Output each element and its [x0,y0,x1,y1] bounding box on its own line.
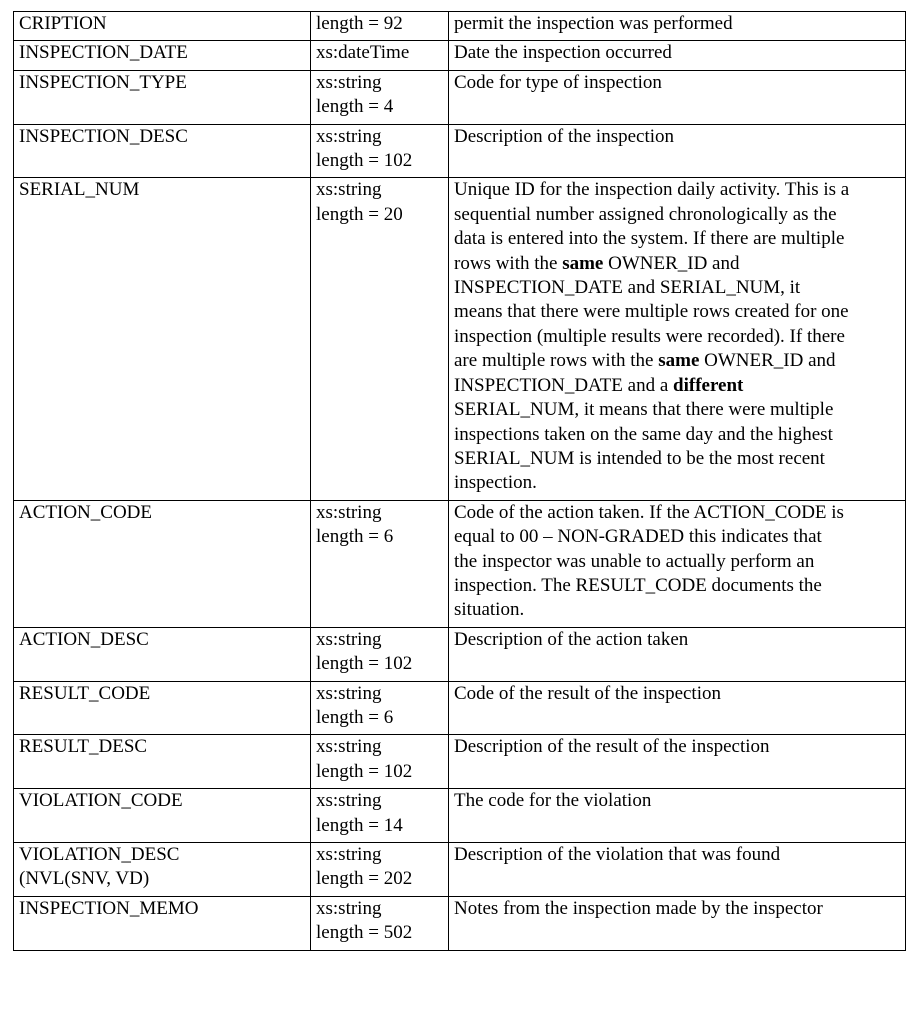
field-name-line: ACTION_DESC [19,628,149,650]
field-spec-table-body [14,12,906,951]
field-description-line: Code of the action taken. If the ACTION_CODE is [454,501,844,523]
field-type-cell [311,843,449,897]
field-type-line: xs:string [316,682,382,704]
field-type-line: length = 102 [316,653,413,675]
table-row [14,896,906,950]
field-type-line: xs:string [316,501,382,523]
field-description-line: Description of the inspection [454,125,675,147]
field-name-cell [14,789,311,843]
table-row [14,12,906,41]
field-name-cell [14,843,311,897]
table-row [14,735,906,789]
field-name-cell [14,41,311,70]
field-type-line: xs:string [316,125,382,147]
field-description-line: means that there were multiple rows created for one [454,301,849,323]
field-name-cell [14,735,311,789]
table-row [14,70,906,124]
field-type-line: xs:string [316,844,382,865]
field-description-line: Description of the violation that was found [454,844,781,865]
field-description-cell [449,178,906,500]
field-name-cell [14,124,311,178]
table-row [14,681,906,735]
field-name-line: INSPECTION_DATE [19,42,188,64]
field-description-line: sequential number assigned chronologically as the [454,203,837,225]
field-name-line: INSPECTION_DESC [19,125,188,147]
field-type-line: length = 20 [316,203,403,225]
field-type-line: length = 92 [316,13,403,34]
field-description-cell [449,843,906,897]
field-description-line: situation. [454,599,525,621]
field-description-line: Code for type of inspection [454,71,662,93]
field-description-cell [449,681,906,735]
field-description-line: equal to 00 – NON-GRADED this indicates that [454,526,822,548]
field-name-line: INSPECTION_MEMO [19,897,199,919]
field-name-cell [14,896,311,950]
field-type-line: xs:string [316,790,382,812]
field-description-cell [449,12,906,41]
field-type-line: xs:string [316,71,382,93]
field-type-line: length = 14 [316,814,403,836]
field-type-line: xs:string [316,897,382,919]
field-type-line: length = 4 [316,96,394,118]
field-name-line: INSPECTION_TYPE [19,71,187,93]
field-description-line: rows with the same OWNER_ID and [454,252,740,274]
field-description-line: INSPECTION_DATE and a different [454,374,744,396]
field-description-line: Description of the result of the inspection [454,736,770,758]
field-description-line: are multiple rows with the same OWNER_ID and [454,350,836,372]
field-description-line: Notes from the inspection made by the inspector [454,897,823,919]
field-description-cell [449,70,906,124]
table-row [14,500,906,627]
field-type-cell [311,735,449,789]
field-type-line: length = 502 [316,922,413,944]
field-name-cell [14,627,311,681]
field-description-cell [449,41,906,70]
field-name-line: ACTION_CODE [19,501,152,523]
table-row [14,178,906,500]
field-description-line: INSPECTION_DATE and SERIAL_NUM, it [454,277,801,299]
field-description-cell [449,124,906,178]
field-type-line: length = 102 [316,760,413,782]
field-name-line: CRIPTION [19,13,107,34]
field-name-line: RESULT_CODE [19,682,151,704]
field-type-cell [311,627,449,681]
field-name-cell [14,12,311,41]
field-name-cell [14,500,311,627]
field-type-cell [311,41,449,70]
field-type-line: length = 202 [316,868,413,890]
field-description-line: Description of the action taken [454,628,689,650]
field-name-line: VIOLATION_DESC [19,844,180,865]
field-description-line: Code of the result of the inspection [454,682,721,704]
field-type-line: xs:string [316,628,382,650]
field-type-cell [311,500,449,627]
field-type-cell [311,789,449,843]
table-row [14,843,906,897]
field-type-line: length = 102 [316,150,413,172]
table-row [14,124,906,178]
field-description-cell [449,627,906,681]
field-type-cell [311,124,449,178]
table-row [14,627,906,681]
field-type-cell [311,681,449,735]
field-type-cell [311,178,449,500]
field-description-line: SERIAL_NUM, it means that there were multiple [454,399,834,421]
field-type-line: xs:dateTime [316,42,410,64]
field-type-line: xs:string [316,736,382,758]
field-description-line: inspection. The RESULT_CODE documents the [454,574,822,596]
field-description-line: Unique ID for the inspection daily activity. This is a [454,179,850,201]
field-name-line: (NVL(SNV, VD) [19,868,150,890]
field-name-line: SERIAL_NUM [19,179,140,201]
field-description-line: inspection. [454,472,537,494]
field-description-cell [449,735,906,789]
field-spec-table [13,11,906,951]
table-row [14,41,906,70]
emphasis: different [673,374,744,396]
field-type-line: xs:string [316,179,382,201]
field-type-cell [311,12,449,41]
field-name-cell [14,178,311,500]
field-description-line: data is entered into the system. If there are multiple [454,228,845,250]
field-name-line: RESULT_DESC [19,736,148,758]
field-description-line: Date the inspection occurred [454,42,672,64]
emphasis: same [658,350,700,372]
field-name-line: VIOLATION_CODE [19,790,183,812]
field-description-line: permit the inspection was performed [454,13,733,34]
field-type-line: length = 6 [316,706,394,728]
field-name-cell [14,681,311,735]
field-description-line: The code for the violation [454,790,652,812]
field-description-line: SERIAL_NUM is intended to be the most recent [454,447,825,469]
field-description-cell [449,896,906,950]
field-description-cell [449,789,906,843]
field-type-cell [311,70,449,124]
field-name-cell [14,70,311,124]
field-description-line: the inspector was unable to actually perform an [454,550,815,572]
field-description-cell [449,500,906,627]
field-type-line: length = 6 [316,526,394,548]
field-description-line: inspections taken on the same day and the highest [454,423,833,445]
table-row [14,789,906,843]
field-description-line: inspection (multiple results were recorded). If there [454,325,845,347]
field-type-cell [311,896,449,950]
emphasis: same [562,252,604,274]
